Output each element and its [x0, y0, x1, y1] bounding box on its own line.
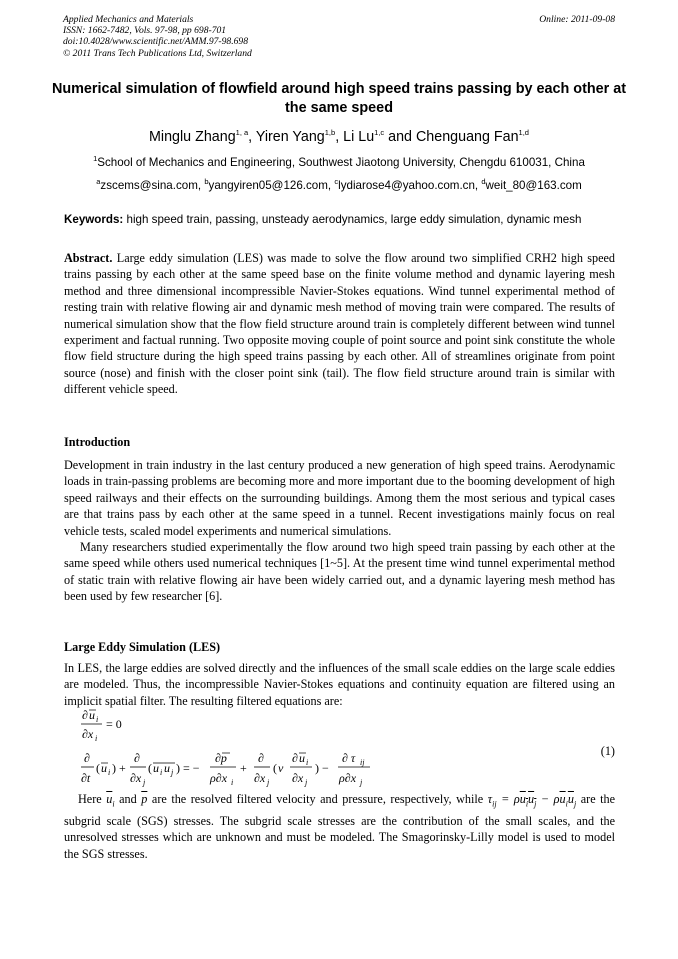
filtered-equations	[80, 708, 600, 792]
svg-text:j: j	[171, 768, 174, 777]
author-name: Chenguang Fan	[415, 129, 519, 145]
svg-text:∂t: ∂t	[81, 771, 91, 785]
svg-text:) = −: ) = −	[176, 761, 200, 775]
svg-text:j: j	[143, 778, 146, 787]
les-paragraph-2	[64, 791, 615, 862]
sgs-text: are the subgrid scale (SGS) stresses. The subgrid scale stresses are the contribution of the small scales, and the unresolved stresses which are unknown and must be modeled. The Smagorinsky-Lilly model is used to model the SGS stresses.	[64, 792, 616, 861]
issn: ISSN: 1662-7482, Vols. 97-98, pp 698-701	[63, 25, 227, 37]
svg-text:u: u	[299, 751, 305, 765]
svg-text:u: u	[89, 708, 95, 722]
email-sup: c	[334, 177, 339, 187]
svg-text:∂ τ: ∂ τ	[342, 751, 356, 765]
svg-text:∂: ∂	[82, 708, 88, 722]
abstract	[64, 250, 615, 398]
author-sup: 1,b	[324, 128, 336, 138]
affiliation-sup: 1	[93, 154, 98, 164]
svg-text:u: u	[153, 761, 159, 775]
svg-text:∂x: ∂x	[292, 771, 304, 785]
keywords	[64, 213, 615, 227]
svg-text:(: (	[273, 761, 277, 775]
equation-number: (1)	[600, 744, 615, 758]
doi: doi:10.4028/www.scientific.net/AMM.97-98.698	[63, 36, 249, 48]
journal-name: Applied Mechanics and Materials	[63, 14, 194, 25]
author-list: Minglu Zhang$^{1, a}$, Yiren Yang$^{1,b}$, Li Lu$^{1,c}$ and Chenguang Fan$^{1,d}$	[149, 128, 529, 145]
paper-title: Numerical simulation of flowfield around high speed trains passing by each other at the same speed	[51, 81, 627, 116]
section-heading-introduction: Introduction	[64, 435, 131, 449]
svg-text:∂: ∂	[84, 751, 90, 765]
affiliation-text: School of Mechanics and Engineering, Southwest Jiaotong University, Chengdu 610031, China	[97, 156, 585, 169]
svg-text:∂x: ∂x	[82, 727, 94, 741]
email-link[interactable]: weit_80@163.com	[485, 179, 582, 192]
svg-text:i: i	[231, 778, 234, 787]
email-link[interactable]: yangyiren05@126.com	[208, 179, 328, 192]
author-name: Yiren Yang	[255, 129, 325, 145]
email-link[interactable]: lydiarose4@yahoo.com.cn	[338, 179, 475, 192]
svg-text:i: i	[306, 758, 309, 767]
resolved-text: are the resolved filtered velocity and pressure, respectively, while	[151, 792, 484, 806]
author-name: Minglu Zhang	[149, 129, 236, 145]
svg-text:i: i	[108, 768, 111, 777]
running-header	[63, 14, 615, 59]
keywords-text: high speed train, passing, unsteady aerodynamics, large eddy simulation, dynamic mesh	[126, 213, 582, 226]
author-sup: 1,d	[518, 128, 529, 138]
p-bar-symbol: $\overline{p}$	[141, 792, 148, 806]
introduction-body	[64, 457, 615, 605]
svg-text:+: +	[240, 761, 247, 775]
email-sup: d	[481, 177, 486, 187]
email-list: $^a$zscems@sina.com, $^b$yangyiren05@126.com, $^c$lydiarose4@yahoo.com.cn, $^d$weit_80@163.com	[96, 177, 582, 192]
email-sup: a	[96, 177, 101, 187]
svg-text:(: (	[96, 761, 100, 775]
svg-text:∂: ∂	[134, 751, 140, 765]
les-paragraph: In LES, the large eddies are solved directly and the influences of the small scale eddies on the large scale eddies are modeled. Thus, the incompressible Navier-Stokes equations and continuity equation are filtered using an implicit spatial filter. The resulting filtered equations are:	[64, 661, 615, 708]
svg-text:ν: ν	[278, 761, 284, 775]
affiliation	[0, 156, 678, 169]
keywords-label: Keywords:	[64, 213, 124, 226]
author-name: Li Lu	[343, 129, 375, 145]
paragraph: Many researchers studied experimentally the flow around two high speed train passing by each other at the same speed while others used numerical techniques [1~5]. At the present time wind tunnel experimental method of static train with relative flowing air have been widely carried out, and a dynamic layering mesh method has been used by few researcher [6].	[64, 540, 615, 604]
svg-text:∂: ∂	[258, 751, 264, 765]
author-sup: 1, a	[235, 128, 249, 138]
paragraph: Development in train industry in the last century produced a new generation of high speed trains. Aerodynamic loads in train-passing problems are becoming more and more important due to the booming development of high speed railways and their effects on the surrounding buildings. Among them the most serious and typical cases are that trains pass by each other at the same speed in a tunnel. Recent investigations mainly focus on real vehicle tests, scaled model experiments and numerical simulations.	[64, 458, 615, 538]
abstract-text: Large eddy simulation (LES) was made to solve the flow around two simplified CRH2 high speed trains passing by each other at the same speed base on the finite volume method and dynamic layering mesh method and three dimensional incompressible Navier-Stokes equations. Wind tunnel experimental method of resting train with relative flowing air and dynamic mesh method of moving train were compared. The results of numerical simulation show that the flow field structure around train is completely different between wind tunnel experiment and factual running. Two opposite moving couple of point source and point sink constitute the whole flow field structure during the high speed trains passing by each other. All of streamlines originate from point source (nose) and finish with the closer point sink (tail). The flow field structure around train is similar with different vehicle speed.	[64, 251, 616, 397]
svg-text:) +: ) +	[112, 761, 126, 775]
svg-text:j: j	[267, 778, 270, 787]
svg-text:ρ∂x: ρ∂x	[339, 771, 357, 785]
svg-text:i: i	[160, 768, 163, 777]
svg-text:u: u	[101, 761, 107, 775]
svg-text:∂p: ∂p	[215, 751, 227, 765]
svg-text:u: u	[164, 761, 170, 775]
svg-text:i: i	[96, 715, 99, 724]
email-sup: b	[204, 177, 209, 187]
svg-text:= 0: = 0	[106, 717, 122, 731]
svg-text:ij: ij	[360, 758, 365, 767]
here-text: Here	[78, 792, 102, 806]
section-heading-les: Large Eddy Simulation (LES)	[64, 640, 221, 654]
svg-text:i: i	[95, 734, 98, 743]
svg-text:∂x: ∂x	[254, 771, 266, 785]
svg-text:j: j	[360, 778, 363, 787]
copyright: © 2011 Trans Tech Publications Ltd, Switzerland	[63, 47, 252, 59]
online-date: Online: 2011-09-08	[539, 14, 615, 25]
svg-text:∂: ∂	[292, 751, 298, 765]
u-bar-symbol: $\overline{u}_i$	[106, 792, 115, 809]
and-text: and	[119, 792, 137, 806]
abstract-label: Abstract.	[64, 251, 113, 265]
author-sup: 1,c	[374, 128, 385, 138]
tau-definition: $\tau_{ij} = \rho u_iu_j - \rho\overline{u}_i\overline{u}_j$	[487, 792, 577, 809]
svg-text:j: j	[305, 778, 308, 787]
svg-text:(: (	[148, 761, 152, 775]
email-link[interactable]: zscems@sina.com	[100, 179, 198, 192]
svg-text:) −: ) −	[315, 761, 329, 775]
svg-text:ρ∂x: ρ∂x	[210, 771, 228, 785]
svg-text:∂x: ∂x	[130, 771, 142, 785]
